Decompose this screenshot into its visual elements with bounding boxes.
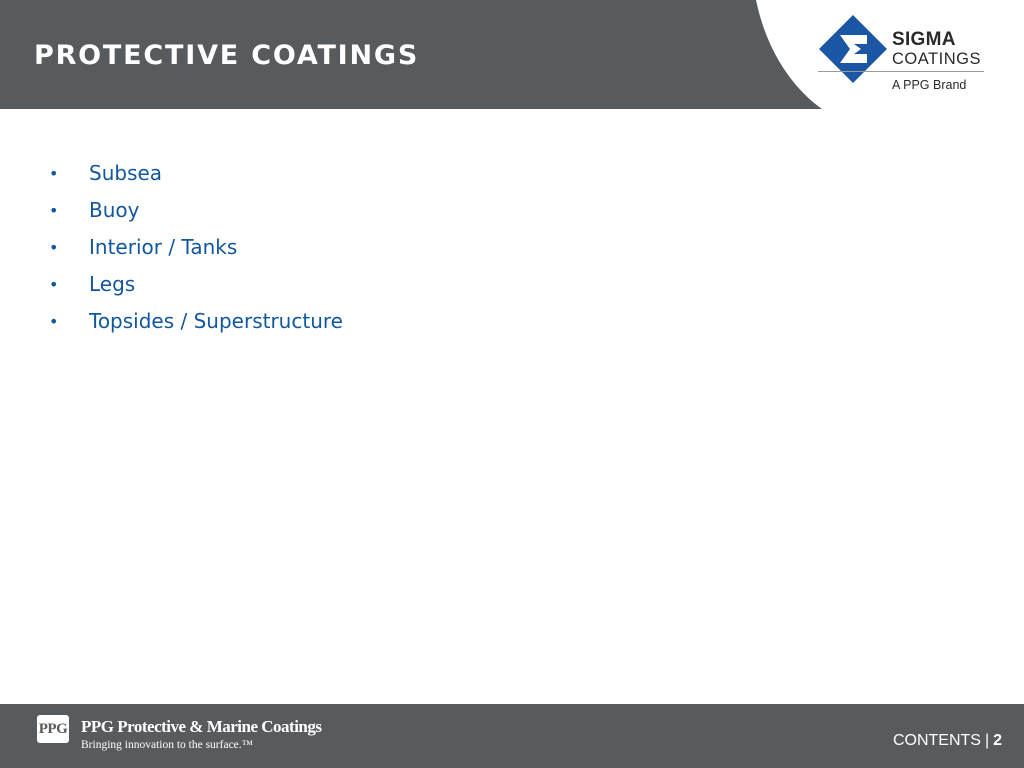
list-item-label: Buoy bbox=[89, 198, 140, 222]
sigma-diamond-icon bbox=[818, 14, 888, 84]
header-band bbox=[0, 0, 1024, 109]
footer-bar bbox=[0, 704, 1024, 768]
list-item-label: Legs bbox=[89, 272, 136, 296]
logo-divider bbox=[818, 71, 984, 72]
ppg-logo-badge bbox=[37, 715, 69, 743]
list-item-label: Subsea bbox=[89, 161, 163, 185]
logo-word-coatings: COATINGS bbox=[892, 50, 981, 68]
sigma-coatings-logo bbox=[818, 14, 998, 96]
bullet-icon: • bbox=[49, 164, 59, 183]
company-slogan: Bringing innovation to the surface.™ bbox=[81, 739, 253, 751]
list-item-label: Interior / Tanks bbox=[89, 235, 238, 259]
logo-word-sigma: SIGMA bbox=[892, 29, 956, 50]
slide-title: PROTECTIVE COATINGS bbox=[34, 40, 420, 71]
page-number: 2 bbox=[993, 732, 1002, 749]
company-name: PPG Protective & Marine Coatings bbox=[81, 717, 322, 736]
bullet-icon: • bbox=[49, 275, 59, 294]
page-separator: | bbox=[984, 732, 990, 749]
page-navigation bbox=[893, 733, 1002, 749]
bullet-icon: • bbox=[49, 312, 59, 331]
ppg-badge-text: PPG bbox=[38, 721, 68, 737]
bullet-icon: • bbox=[49, 201, 59, 220]
bullet-icon: • bbox=[49, 238, 59, 257]
list-item-label: Topsides / Superstructure bbox=[89, 309, 343, 333]
contents-link[interactable]: CONTENTS bbox=[892, 732, 981, 749]
logo-tagline: A PPG Brand bbox=[892, 78, 967, 92]
